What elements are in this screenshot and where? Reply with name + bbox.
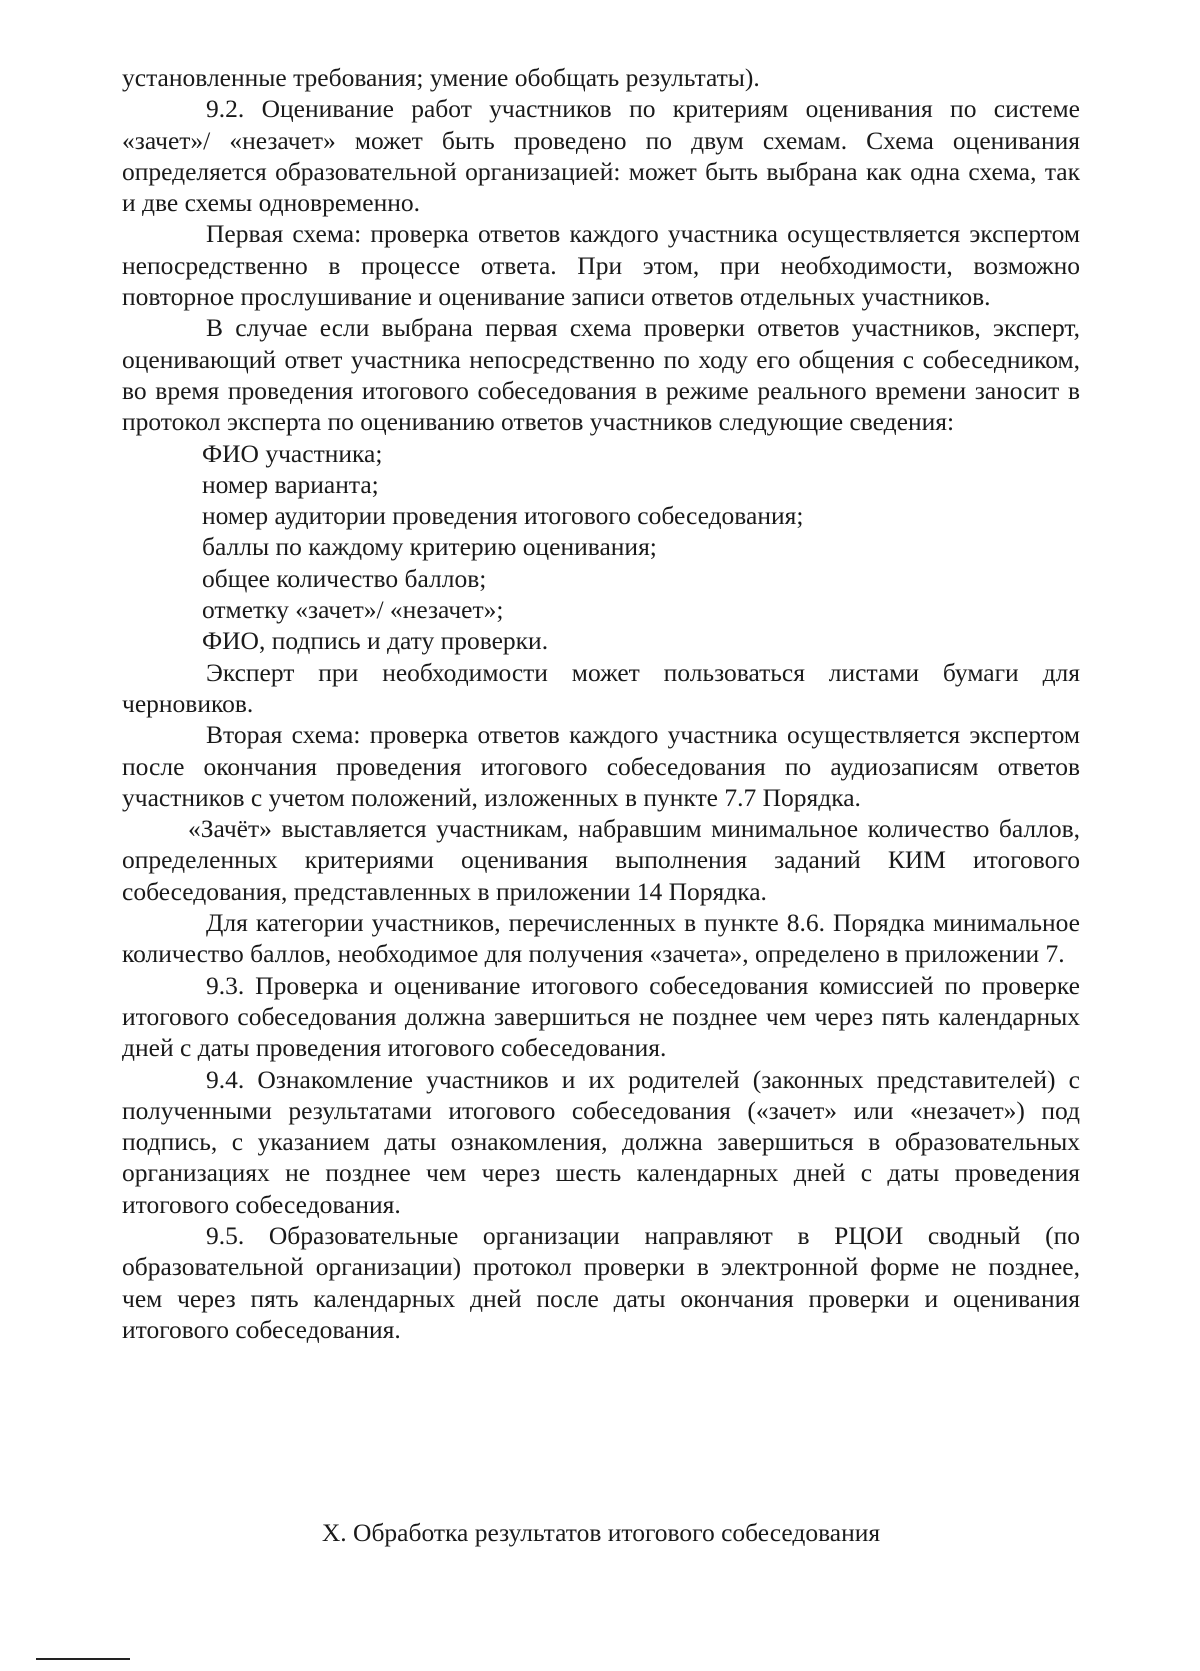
paragraph-9-2: 9.2. Оценивание работ участников по критериям оценивания по системе «зачет»/ «незачет» может быть проведено по двум схемам. Схема оценивания определяется образовательной организацией: может быть выбрана как одна схема, так и две схемы одновременно. — [122, 94, 1080, 218]
paragraph-second-scheme: Вторая схема: проверка ответов каждого участника осуществляется экспертом после окончания проведения итогового собеседования по аудиозаписям ответов участников с учетом положений, изложенных в пункте 7.7 Порядка. — [122, 720, 1080, 812]
paragraph-9-5: 9.5. Образовательные организации направляют в РЦОИ сводный (по образовательной организации) протокол проверки в электронной форме не позднее, чем через пять календарных дней после даты окончания проверки и оценивания итогового собеседования. — [122, 1220, 1080, 1344]
paragraph-first-scheme: Первая схема: проверка ответов каждого участника осуществляется экспертом непосредственно в процессе ответа. При этом, при необходимости, возможно повторное прослушивание и оценивание записи ответов отдельных участников. — [122, 219, 1080, 312]
footnote-divider — [36, 1658, 130, 1660]
list-item-variant-number: номер варианта; — [202, 469, 379, 499]
paragraph-first-scheme-details: В случае если выбрана первая схема проверки ответов участников, эксперт, оценивающий ответ участника непосредственно по ходу его общения с собеседником, во время проведения итогового собеседования в режиме реального времени заносит в протокол эксперта по оцениванию ответов участников следующие сведения: — [122, 313, 1080, 437]
section-heading: X. Обработка результатов итогового собеседования — [321, 1518, 881, 1547]
paragraph-continuation: установленные требования; умение обобщать результаты). — [122, 63, 760, 92]
paragraph-drafts: Эксперт при необходимости может пользоваться листами бумаги для черновиков. — [122, 657, 1080, 718]
list-item-room-number: номер аудитории проведения итогового собеседования; — [202, 501, 804, 531]
paragraph-category-8-6: Для категории участников, перечисленных в пункте 8.6. Порядка минимальное количество баллов, необходимое для получения «зачета», определено в приложении 7. — [122, 908, 1080, 969]
document-body — [122, 62, 1080, 1345]
paragraph-9-4: 9.4. Ознакомление участников и их родителей (законных представителей) с полученными результатами итогового собеседования («зачет» или «незачет») под подпись, с указанием даты ознакомления, должна завершиться в образовательных организациях не позднее чем через шесть календарных дней с даты проведения итогового собеседования. — [122, 1064, 1080, 1219]
list-item-signature-date: ФИО, подпись и дату проверки. — [202, 626, 549, 656]
paragraph-pass-criteria: «Зачёт» выставляется участникам, набравшим минимальное количество баллов, определенных критериями оценивания выполнения заданий КИМ итогового собеседования, представленных в приложении 14 Порядка. — [122, 814, 1080, 906]
list-item-participant-name: ФИО участника; — [202, 438, 383, 468]
list-item-mark: отметку «зачет»/ «незачет»; — [202, 595, 504, 625]
list-item-total-score: общее количество баллов; — [202, 563, 487, 593]
paragraph-9-3: 9.3. Проверка и оценивание итогового собеседования комиссией по проверке итогового собеседования должна завершиться не позднее чем через пять календарных дней с даты проведения итогового собеседования. — [122, 970, 1080, 1063]
list-item-criteria-scores: баллы по каждому критерию оценивания; — [202, 532, 657, 562]
